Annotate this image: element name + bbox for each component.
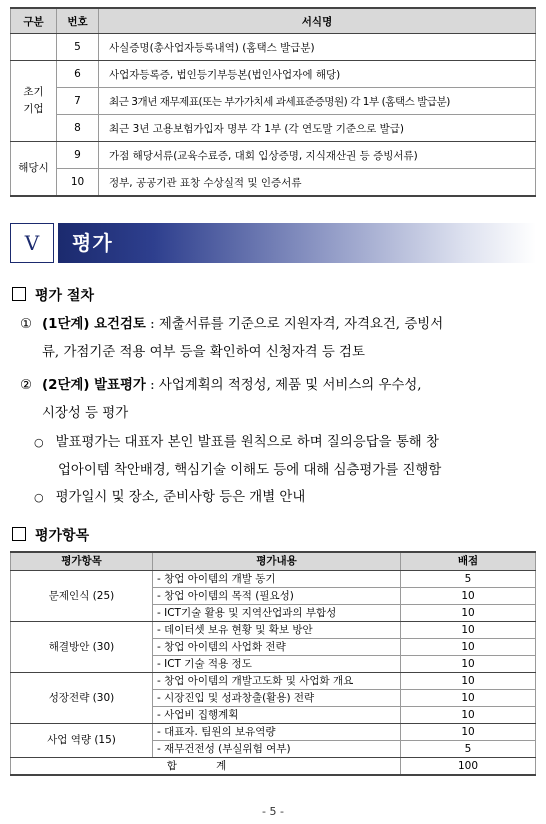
form-number: 6 (57, 61, 99, 88)
criteria-category: 해결방안 (30) (11, 622, 153, 673)
checkbox-square-icon (12, 527, 26, 541)
header-criteria: 평가항목 (11, 552, 153, 571)
criteria-item: - 시장진입 및 성과창출(활용) 전략 (153, 690, 401, 707)
criteria-score: 10 (401, 707, 536, 724)
criteria-score: 10 (401, 639, 536, 656)
section-number: V (10, 223, 54, 263)
criteria-heading-text: 평가항목 (35, 528, 90, 544)
evaluation-criteria-table (10, 551, 536, 776)
criteria-category: 성장전략 (30) (11, 673, 153, 724)
form-name: 정부, 공공기관 표창 수상실적 및 인증서류 (99, 169, 536, 197)
criteria-item: - 대표자. 팀원의 보유역량 (153, 724, 401, 741)
criteria-score: 10 (401, 588, 536, 605)
procedure-heading (12, 285, 94, 305)
table-row (11, 61, 536, 88)
table-row (11, 622, 536, 639)
criteria-category: 문제인식 (25) (11, 571, 153, 622)
criteria-score: 5 (401, 571, 536, 588)
table-row (11, 673, 536, 690)
circle-bullet-icon: ○ (34, 491, 44, 504)
table-row (11, 724, 536, 741)
form-name: 사실증명(총사업자등록내역) (홈택스 발급분) (99, 34, 536, 61)
form-name: 최근 3년 고용보험가입자 명부 각 1부 (각 연도말 기준으로 발급) (99, 115, 536, 142)
group-label: 초기 기업 (11, 61, 57, 142)
table-row (11, 571, 536, 588)
page-number: - 5 - (262, 805, 284, 818)
bullet-2-line1 (34, 486, 305, 505)
criteria-item: - 데이터셋 보유 현황 및 확보 방안 (153, 622, 401, 639)
criteria-score: 10 (401, 605, 536, 622)
table-row (11, 34, 536, 61)
criteria-item: - ICT 기술 적용 정도 (153, 656, 401, 673)
header-score: 배점 (401, 552, 536, 571)
criteria-score: 10 (401, 724, 536, 741)
step2-line2: 시장성 등 평가 (42, 406, 129, 421)
bullet-2-text: 평가일시 및 장소, 준비사항 등은 개별 안내 (55, 490, 306, 505)
criteria-category: 사업 역량 (15) (11, 724, 153, 758)
criteria-item: - 재무건전성 (부실위험 여부) (153, 741, 401, 758)
form-number: 8 (57, 115, 99, 142)
table-row (11, 88, 536, 115)
criteria-score: 10 (401, 690, 536, 707)
criteria-heading (12, 525, 89, 545)
header-content: 평가내용 (153, 552, 401, 571)
section-title: 평가 (72, 231, 113, 255)
step1-text: : 제출서류를 기준으로 지원자격, 자격요건, 증빙서 (145, 317, 444, 332)
criteria-item: - 창업 아이템의 사업화 전략 (153, 639, 401, 656)
total-score: 100 (401, 758, 536, 776)
criteria-score: 5 (401, 741, 536, 758)
total-row (11, 758, 536, 776)
criteria-score: 10 (401, 622, 536, 639)
form-number: 5 (57, 34, 99, 61)
checkbox-square-icon (12, 287, 26, 301)
table-header-row (11, 552, 536, 571)
step1-line1 (20, 313, 443, 332)
table-row (11, 142, 536, 169)
group-label: 해당시 (11, 142, 57, 197)
form-number: 9 (57, 142, 99, 169)
criteria-score: 10 (401, 673, 536, 690)
step2-marker: ② (20, 378, 33, 393)
header-form-name: 서식명 (99, 8, 536, 34)
form-name: 사업자등록증, 법인등기부등본(법인사업자에 해당) (99, 61, 536, 88)
bullet-1-line1 (34, 431, 439, 450)
criteria-item: - 창업 아이템의 개발 동기 (153, 571, 401, 588)
bullet-1-line2: 업아이템 착안배경, 핵심기술 이해도 등에 대해 심층평가를 진행함 (58, 463, 442, 478)
form-number: 7 (57, 88, 99, 115)
step1-label: (1단계) 요건검토 (42, 317, 146, 332)
step2-text: : 사업계획의 적정성, 제품 및 서비스의 우수성, (145, 378, 422, 393)
criteria-item: - ICT기술 활용 및 지역산업과의 부합성 (153, 605, 401, 622)
section-title-bar (58, 223, 536, 263)
step1-marker: ① (20, 317, 33, 332)
bullet-1-text: 발표평가는 대표자 본인 발표를 원칙으로 하며 질의응답을 통해 창 (55, 435, 439, 450)
form-name: 최근 3개년 재무제표(또는 부가가치세 과세표준증명원) 각 1부 (홈택스 발급분) (99, 88, 536, 115)
table-row (11, 115, 536, 142)
step2-label: (2단계) 발표평가 (42, 378, 146, 393)
step2-line1 (20, 374, 422, 393)
header-category: 구분 (11, 8, 57, 34)
criteria-score: 10 (401, 656, 536, 673)
procedure-heading-text: 평가 절차 (35, 288, 94, 304)
criteria-item: - 창업 아이템의 개발고도화 및 사업화 개요 (153, 673, 401, 690)
total-label: 합 계 (11, 758, 401, 776)
form-number: 10 (57, 169, 99, 197)
group-label (11, 34, 57, 61)
table-row (11, 169, 536, 197)
table-header-row (11, 8, 536, 34)
criteria-item: - 사업비 집행계획 (153, 707, 401, 724)
form-name: 가점 해당서류(교육수료증, 대회 입상증명, 지식재산권 등 증빙서류) (99, 142, 536, 169)
criteria-item: - 창업 아이템의 목적 (필요성) (153, 588, 401, 605)
required-documents-table (10, 7, 536, 197)
step1-line2: 류, 가점기준 적용 여부 등을 확인하여 신청자격 등 검토 (42, 345, 365, 360)
section-header (10, 223, 536, 263)
header-number: 번호 (57, 8, 99, 34)
circle-bullet-icon: ○ (34, 436, 44, 449)
